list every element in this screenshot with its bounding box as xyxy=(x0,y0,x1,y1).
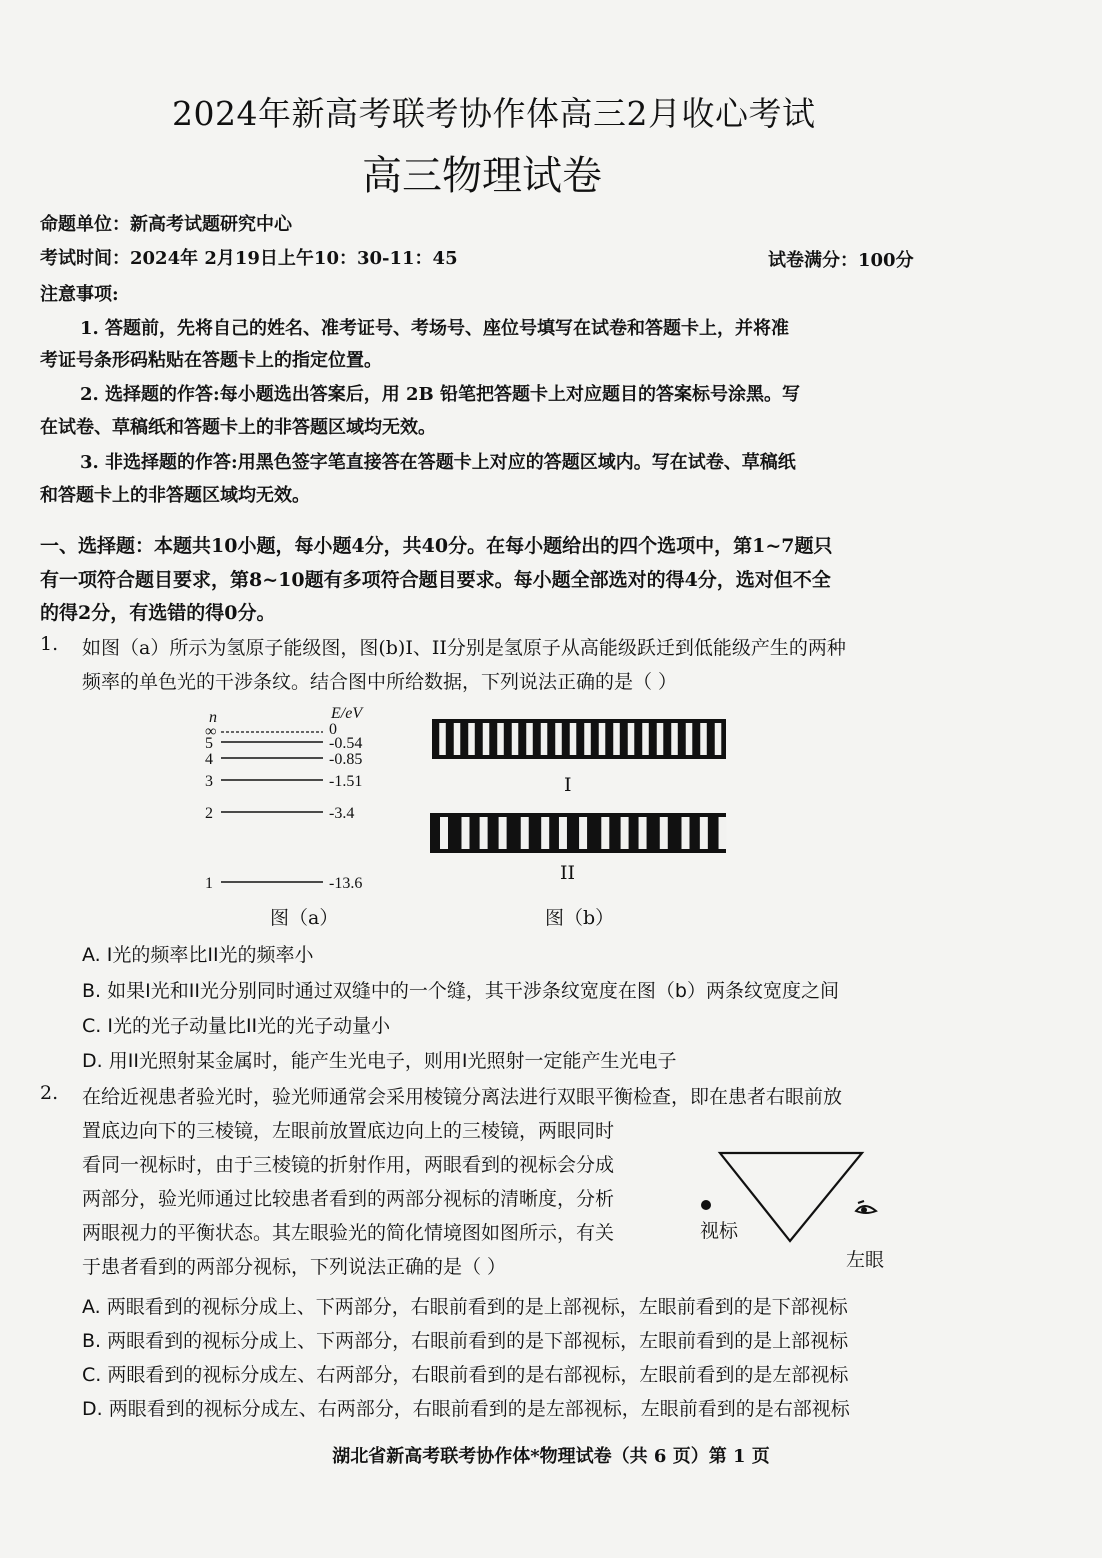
bright-fringe xyxy=(555,723,562,755)
q2-option-a: A. 两眼看到的视标分成上、下两部分，右眼前看到的是上部视标，左眼前看到的是下部视标 xyxy=(82,1296,848,1318)
note-1-line-2: 考证号条形码粘贴在答题卡上的指定位置。 xyxy=(40,350,382,371)
fringe-pattern-i xyxy=(432,719,726,759)
q2-stem-line-5: 两眼视力的平衡状态。其左眼验光的简化情境图如图所示，有关 xyxy=(82,1222,615,1244)
q2-option-d: D. 两眼看到的视标分成左、右两部分，右眼前看到的是左部视标，左眼前看到的是右部视标 xyxy=(82,1398,850,1420)
bright-fringe xyxy=(439,723,446,755)
notes-heading: 注意事项: xyxy=(40,284,119,305)
figure-a-caption: 图（a） xyxy=(270,907,339,929)
bright-fringe xyxy=(621,817,629,849)
bright-fringe xyxy=(483,723,490,755)
bright-fringe xyxy=(657,723,664,755)
bright-fringe xyxy=(671,723,678,755)
exam-title: 2024年新高考联考协作体高三2月收心考试 xyxy=(172,94,816,133)
bright-fringe xyxy=(499,817,507,849)
bright-fringe xyxy=(660,817,668,849)
level-e-4: -0.85 xyxy=(329,751,363,768)
bright-fringe xyxy=(440,817,448,849)
bright-fringe xyxy=(599,723,606,755)
q2-stem-line-1: 在给近视患者验光时，验光师通常会采用棱镜分离法进行双眼平衡检查，即在患者右眼前放 xyxy=(82,1086,843,1108)
level-e-5: -0.54 xyxy=(329,735,363,752)
target-dot xyxy=(701,1200,711,1210)
fringe-label-ii: II xyxy=(560,862,576,884)
bright-fringe xyxy=(454,723,461,755)
bright-fringe xyxy=(613,723,620,755)
bright-fringe xyxy=(521,817,529,849)
eye-icon xyxy=(856,1201,876,1213)
q2-stem-line-6: 于患者看到的两部分视标，下列说法正确的是（ ） xyxy=(82,1256,507,1278)
q1-option-d: D. 用II光照射某金属时，能产生光电子，则用I光照射一定能产生光电子 xyxy=(82,1050,677,1072)
level-e-2: -3.4 xyxy=(329,805,355,822)
figure-b-caption: 图（b） xyxy=(545,907,615,929)
q1-stem-line-2: 频率的单色光的干涉条纹。结合图中所给数据，下列说法正确的是（ ） xyxy=(82,671,678,693)
section-1-line-1: 一、选择题：本题共10小题，每小题4分，共40分。在每小题给出的四个选项中，第1~7题只 xyxy=(40,535,833,557)
q1-option-c: C. I光的光子动量比II光的光子动量小 xyxy=(82,1015,391,1037)
note-2-line-2: 在试卷、草稿纸和答题卡上的非答题区域均无效。 xyxy=(40,417,436,438)
q1-number: 1. xyxy=(40,633,59,655)
q2-option-c: C. 两眼看到的视标分成左、右两部分，右眼前看到的是右部视标，左眼前看到的是左部视标 xyxy=(82,1364,849,1386)
bright-fringe xyxy=(579,817,587,849)
exam-time: 考试时间：2024年 2月19日上午10：30-11：45 xyxy=(40,248,458,269)
bright-fringe xyxy=(541,723,548,755)
setter-info: 命题单位：新高考试题研究中心 xyxy=(40,214,292,235)
bright-fringe xyxy=(681,817,689,849)
bright-fringe xyxy=(497,723,504,755)
energy-level-diagram xyxy=(195,700,395,900)
bright-fringe xyxy=(628,723,635,755)
full-score: 试卷满分：100分 xyxy=(768,250,914,271)
section-1-line-2: 有一项符合题目要求，第8~10题有多项符合题目要求。每小题全部选对的得4分，选对但不全 xyxy=(40,569,831,591)
fringe-label-i: I xyxy=(564,774,572,796)
n-axis-label: n xyxy=(209,709,217,726)
bright-fringe xyxy=(715,723,722,755)
left-eye-label: 左眼 xyxy=(846,1249,885,1271)
bright-fringe xyxy=(601,817,609,849)
bright-fringe xyxy=(700,723,707,755)
note-3-line-1: 3. 非选择题的作答:用黑色签字笔直接答在答题卡上对应的答题区域内。写在试卷、草稿纸 xyxy=(80,452,796,473)
level-n-2: 2 xyxy=(205,805,213,822)
level-e-1: -13.6 xyxy=(329,875,363,892)
q1-option-b: B. 如果I光和II光分别同时通过双缝中的一个缝，其干涉条纹宽度在图（b）两条纹宽度之间 xyxy=(82,980,839,1002)
bright-fringe xyxy=(468,723,475,755)
bright-fringe xyxy=(526,723,533,755)
energy-axis-label: E/eV xyxy=(331,705,363,722)
fringe-background xyxy=(432,719,726,759)
page-footer: 湖北省新高考联考协作体*物理试卷（共 6 页）第 1 页 xyxy=(332,1446,770,1467)
note-2-line-1: 2. 选择题的作答:每小题选出答案后，用 2B 铅笔把答题卡上对应题目的答案标号涂黑。写 xyxy=(80,384,800,405)
bright-fringe xyxy=(700,817,708,849)
bright-fringe xyxy=(686,723,693,755)
prism-triangle xyxy=(720,1153,862,1241)
bright-fringe xyxy=(512,723,519,755)
paper-subtitle: 高三物理试卷 xyxy=(362,153,602,199)
bright-fringe xyxy=(541,817,549,849)
level-n-1: 1 xyxy=(205,875,213,892)
note-3-line-2: 和答题卡上的非答题区域均无效。 xyxy=(40,485,310,506)
note-1-line-1: 1. 答题前，先将自己的姓名、准考证号、考场号、座位号填写在试卷和答题卡上，并将准 xyxy=(80,318,790,339)
q1-stem-line-1: 如图（a）所示为氢原子能级图，图(b)I、II分别是氢原子从高能级跃迁到低能级产生的两种 xyxy=(82,637,846,659)
bright-fringe xyxy=(570,723,577,755)
q2-stem-line-4: 两部分，验光师通过比较患者看到的两部分视标的清晰度，分析 xyxy=(82,1188,615,1210)
level-n-4: 4 xyxy=(205,751,213,768)
bright-fringe xyxy=(559,817,567,849)
level-n-5: 5 xyxy=(205,735,213,752)
level-n-inf: ∞ xyxy=(205,723,217,740)
level-e-3: -1.51 xyxy=(329,773,363,790)
bright-fringe xyxy=(584,723,591,755)
q2-stem-line-3: 看同一视标时，由于三棱镜的折射作用，两眼看到的视标会分成 xyxy=(82,1154,615,1176)
level-n-3: 3 xyxy=(205,773,213,790)
bright-fringe xyxy=(719,817,727,849)
bright-fringe xyxy=(461,817,469,849)
section-1-line-3: 的得2分，有选错的得0分。 xyxy=(40,602,276,624)
bright-fringe xyxy=(480,817,488,849)
level-e-inf: 0 xyxy=(329,721,337,738)
fringe-pattern-ii xyxy=(430,813,726,853)
target-label: 视标 xyxy=(700,1220,739,1242)
q1-option-a: A. I光的频率比II光的频率小 xyxy=(82,944,314,966)
bright-fringe xyxy=(639,817,647,849)
q2-number: 2. xyxy=(40,1082,59,1104)
bright-fringe xyxy=(642,723,649,755)
q2-stem-line-2: 置底边向下的三棱镜，左眼前放置底边向上的三棱镜，两眼同时 xyxy=(82,1120,615,1142)
q2-option-b: B. 两眼看到的视标分成上、下两部分，右眼前看到的是下部视标，左眼前看到的是上部视标 xyxy=(82,1330,849,1352)
